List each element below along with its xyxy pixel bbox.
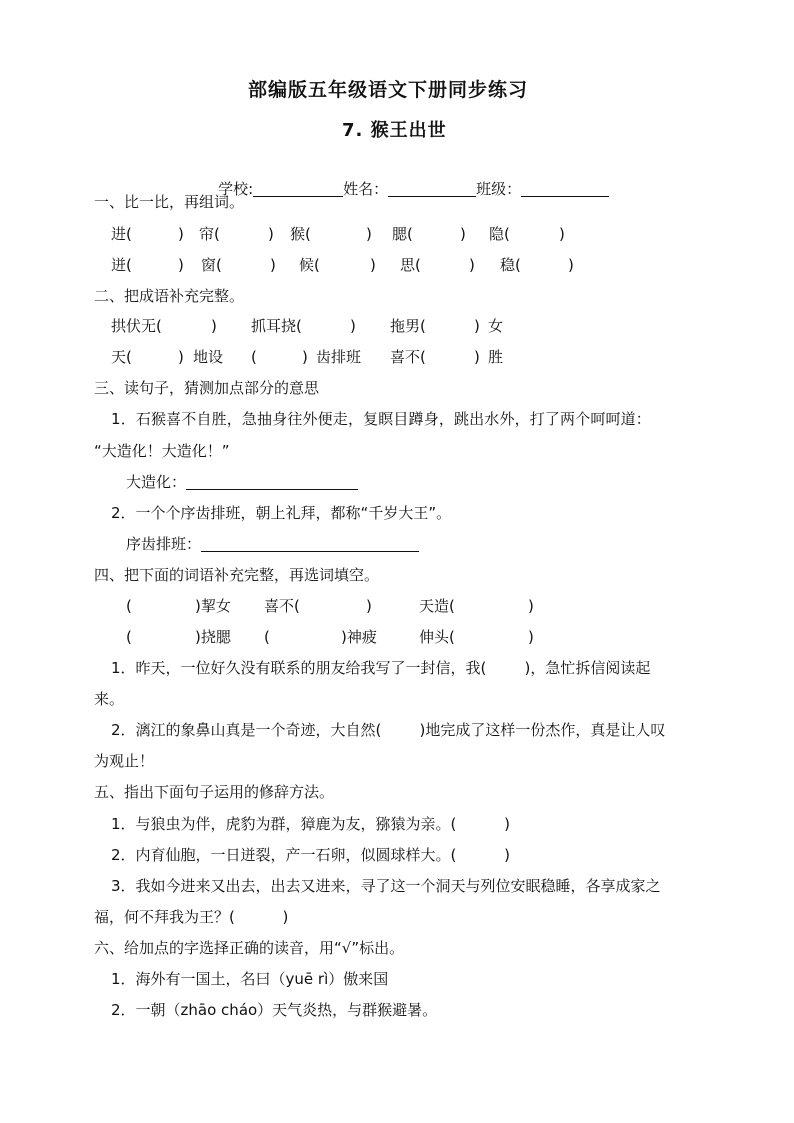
s3-answer-2-blank[interactable] (201, 535, 419, 552)
s1-r1-c1-close: ) (178, 225, 184, 243)
section-1-heading: 一、比一比，再组词。 (94, 193, 245, 211)
s1-r2-c3-close: ) (370, 256, 376, 274)
section-6-heading: 六、给加点的字选择正确的读音，用“√”标出。 (94, 939, 405, 957)
s3-question-2: 2．一个个序齿排班，朝上礼拜，都称“千岁大王”。 (111, 504, 452, 522)
s4-r2-c1-close: )挠腮 (195, 628, 231, 646)
s2-r2-c2: ( (251, 348, 257, 366)
s2-r1-c3-tail: 女 (488, 317, 504, 335)
s1-r2-c1: 迸( (111, 256, 132, 274)
s3-answer-1 (126, 472, 358, 492)
s1-r2-c2-close: ) (270, 256, 276, 274)
s1-r1-c3-close: ) (366, 225, 372, 243)
s1-r1-c3: 猴( (290, 225, 311, 243)
s2-r1-c3: 拖男( (390, 317, 426, 335)
s4-r1-c2: 喜不( (264, 597, 300, 615)
s2-r2-c1-close: ) (178, 348, 184, 366)
s2-r2-c2-close: ) (302, 348, 308, 366)
s1-r1-c4-close: ) (460, 225, 466, 243)
s5-question-2: 2．内育仙胞，一日迸裂，产一石卵，似圆球样大。( ) (111, 846, 510, 864)
s4-r1-c3: 天造( (419, 597, 455, 615)
s4-r1-c2-close: ) (366, 597, 372, 615)
name-label: 姓名： (343, 180, 389, 198)
page-title: 部编版五年级语文下册同步练习 (248, 79, 529, 101)
s4-r2-c3: 伸头( (419, 628, 455, 646)
s1-r1-c4: 腮( (392, 225, 413, 243)
class-blank[interactable] (521, 180, 609, 197)
s5-question-1: 1．与狼虫为伴，虎豹为群，獐鹿为友，猕猿为亲。( ) (111, 815, 510, 833)
s3-answer-1-label: 大造化： (126, 473, 187, 491)
section-3-heading: 三、读句子，猜测加点部分的意思 (94, 379, 320, 397)
s2-r2-c3-tail: 胜 (488, 348, 504, 366)
info-line (199, 159, 609, 219)
s5-question-3: 3．我如今进来又出去，出去又进来，寻了这一个洞天与列位安眠稳睡，各享成家之 (111, 877, 661, 895)
s3-answer-2-label: 序齿排班： (126, 535, 202, 553)
s4-r2-c2-close: )神疲 (341, 628, 377, 646)
s4-r2-c2: ( (264, 628, 270, 646)
s4-r2-c3-close: ) (528, 628, 534, 646)
s4-r1-c1-close: )挈女 (195, 597, 231, 615)
school-blank[interactable] (253, 180, 343, 197)
s3-question-1-cont: “大造化！大造化！” (94, 442, 230, 460)
s2-r2-c3: 喜不( (390, 348, 426, 366)
s6-question-2: 2．一朝（zhāo cháo）天气炎热，与群猴避暑。 (111, 1001, 438, 1019)
lesson-title: 7. 猴王出世 (342, 120, 447, 141)
s4-r1-c1: ( (126, 597, 132, 615)
s4-question-1-cont: 来。 (94, 690, 125, 708)
section-2-heading: 二、把成语补充完整。 (94, 287, 245, 305)
s3-answer-2 (126, 534, 419, 554)
s2-r2-c1: 天( (111, 348, 132, 366)
s4-r2-c1: ( (126, 628, 132, 646)
s1-r2-c4-close: ) (469, 256, 475, 274)
class-label: 班级： (476, 180, 522, 198)
s4-r1-c3-close: ) (528, 597, 534, 615)
s2-r1-c2: 抓耳挠( (251, 317, 302, 335)
s4-question-2: 2．漓江的象鼻山真是一个奇迹，大自然( )地完成了这样一份杰作，真是让人叹 (111, 721, 666, 739)
s1-r2-c2: 窗( (201, 256, 222, 274)
s2-r2-c2-tail: 齿排班 (316, 348, 362, 366)
s3-question-1: 1．石猴喜不自胜，急抽身往外便走，复瞑目蹲身，跳出水外，打了两个呵呵道： (111, 410, 651, 428)
s1-r1-c5-close: ) (559, 225, 565, 243)
s5-question-3-cont: 福，何不拜我为王？( ) (94, 908, 289, 926)
s2-r1-c1-close: ) (211, 317, 217, 335)
s2-r1-c2-close: ) (350, 317, 356, 335)
s1-r1-c5: 隐( (489, 225, 510, 243)
s1-r2-c1-close: ) (178, 256, 184, 274)
s6-question-1: 1．海外有一国土，名曰（yuē rì）傲来国 (111, 970, 389, 988)
s4-question-1: 1．昨天，一位好久没有联系的朋友给我写了一封信，我( )，急忙拆信阅读起 (111, 659, 651, 677)
s1-r2-c5: 稳( (500, 256, 521, 274)
section-5-heading: 五、指出下面句子运用的修辞方法。 (94, 783, 335, 801)
s1-r1-c1: 进( (111, 225, 132, 243)
s2-r1-c3-close: ) (474, 317, 480, 335)
s2-r1-c1: 拱伏无( (111, 317, 162, 335)
s4-question-2-cont: 为观止！ (94, 752, 155, 770)
s1-r2-c5-close: ) (568, 256, 574, 274)
s2-r2-c1-tail: 地设 (193, 348, 224, 366)
s3-answer-1-blank[interactable] (186, 473, 358, 490)
s2-r2-c3-close: ) (474, 348, 480, 366)
s1-r1-c2-close: ) (268, 225, 274, 243)
name-blank[interactable] (388, 180, 476, 197)
school-label: 学校: (218, 180, 254, 198)
section-4-heading: 四、把下面的词语补充完整，再选词填空。 (94, 566, 380, 584)
s1-r2-c4: 思( (400, 256, 421, 274)
s1-r1-c2: 帘( (199, 225, 220, 243)
s1-r2-c3: 候( (299, 256, 320, 274)
